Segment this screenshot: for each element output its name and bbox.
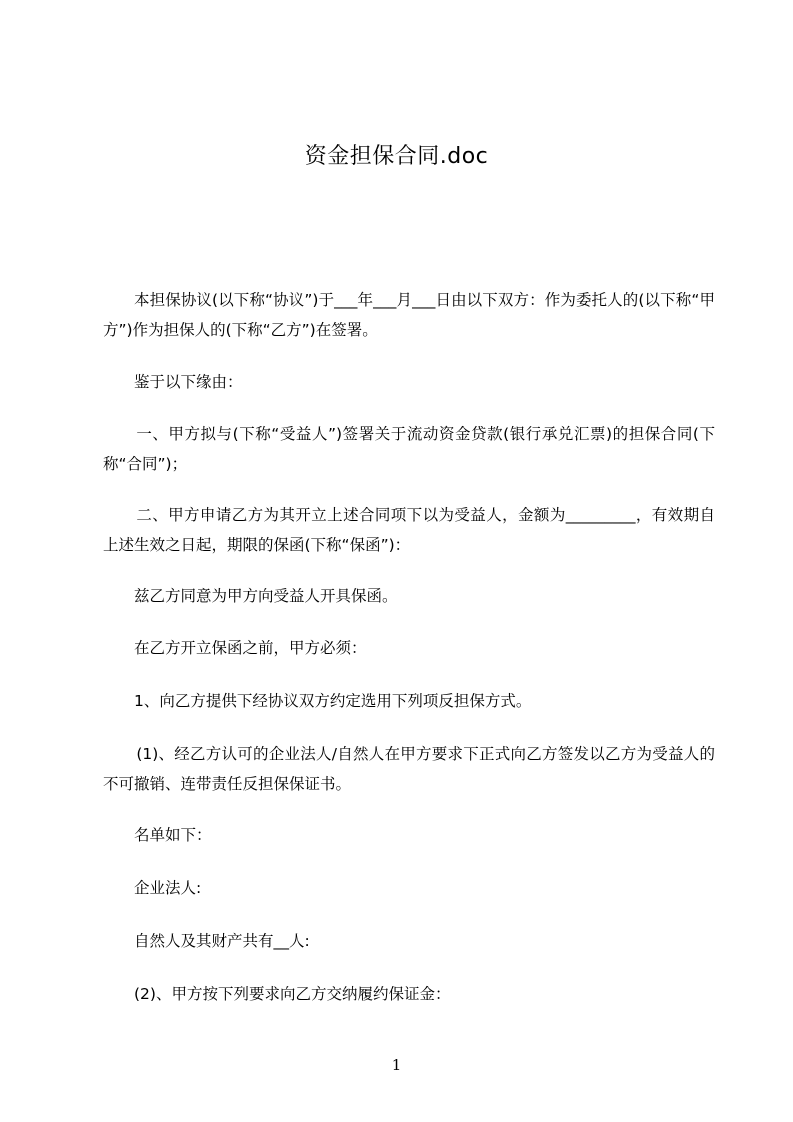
paragraph-requirement-one: 1、向乙方提供下经协议双方约定选用下列项反担保方式。 [134,692,532,710]
paragraph-list-intro: 名单如下： [134,826,212,844]
paragraph-subitem-one: (1)、经乙方认可的企业法人/自然人在甲方要求下正式向乙方签发以乙方为受益人的不可撤销、连带责任反担保保证书。 [103,745,715,793]
paragraph-subitem-two: (2)、甲方按下列要求向乙方交纳履约保证金： [134,985,451,1003]
paragraph-item-one: 一、甲方拟与(下称“受益人”)签署关于流动资金贷款(银行承兑汇票)的担保合同(下称“合同”)； [103,425,715,473]
paragraph-item-two: 二、甲方申请乙方为其开立上述合同项下以为受益人，金额为_________，有效期自上述生效之日起，期限的保函(下称“保函”)： [103,506,715,554]
document-title: 资金担保合同.doc [304,144,489,169]
paragraph-enterprise-legal-person: 企业法人: [134,879,202,897]
paragraph-agreement-intro: 本担保协议(以下称“协议”)于___年___月___日由以下双方：作为委托人的(以下称“甲方”)作为担保人的(下称“乙方”)在签署。 [103,291,715,339]
paragraph-consent: 兹乙方同意为甲方向受益人开具保函。 [134,587,398,605]
paragraph-before-issuance: 在乙方开立保函之前，甲方必须： [134,639,367,657]
page-number: 1 [391,1056,402,1074]
paragraph-whereas: 鉴于以下缘由： [134,373,243,391]
paragraph-natural-persons: 自然人及其财产共有__人: [134,932,310,950]
